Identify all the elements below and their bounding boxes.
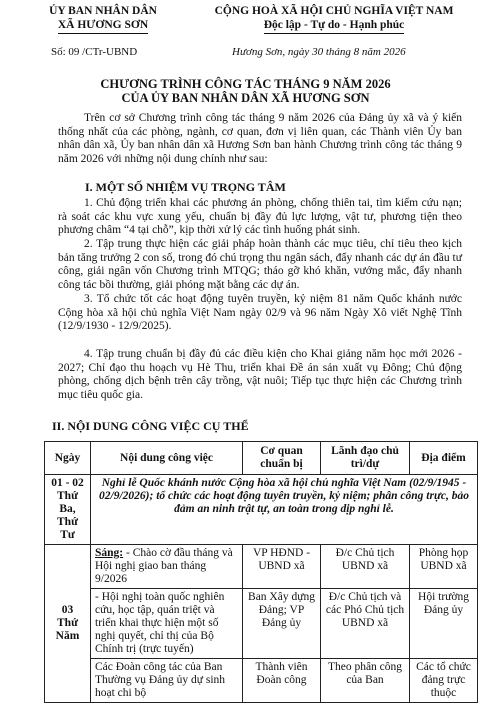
location: Các tổ chức đảng trực thuộc [410, 659, 478, 703]
prepare-unit: Thành viên Đoàn công [243, 659, 321, 703]
title-line-2: CỦA ỦY BAN NHÂN DÂN XÃ HƯƠNG SƠN [121, 91, 370, 105]
leader: Đ/c Chủ tịch và các Phó Chủ tịch UBND xã [321, 589, 410, 659]
document-date: Hương Sơn, ngày 30 tháng 8 năm 2026 [232, 46, 406, 58]
national-motto: Độc lập - Tự do - Hạnh phúc [264, 18, 405, 34]
prepare-unit: Ban Xây dựng Đảng; VP Đảng ủy [243, 589, 321, 659]
location: Hội trường Đảng ủy [410, 589, 478, 659]
weekday: Thứ Năm [55, 617, 80, 642]
agency-line-2: XÃ HƯƠNG SƠN [58, 18, 148, 34]
section-2-heading: II. NỘI DUNG CÔNG VIỆC CỤ THỂ [52, 419, 249, 433]
day-cell [45, 545, 91, 703]
leader: Theo phân công của Ban [321, 659, 410, 703]
weekday: Thứ Ba, Thứ Tư [57, 490, 78, 541]
task-content: - Hội nghị toàn quốc nghiên cứu, học tập, quán triệt và triển khai thực hiện một số nghị quyết, chỉ thị của Bộ Chính trị (trực tuyến) [91, 589, 243, 659]
task-content: Các Đoàn công tác của Ban Thường vụ Đảng ủy dự sinh hoạt chi bộ [91, 659, 243, 703]
agency-line-1: ỦY BAN NHÂN DÂN [49, 5, 157, 17]
task-item-4: 4. Tập trung chuẩn bị đầy đủ các điều kiện cho Khai giảng năm học mới 2026 - 2027; Chỉ đạo thu hoạch vụ Hè Thu, triển khai Đề án sản xuất vụ Đông; Chủ động phòng, chống dịch bệnh trên cây trồng, vật nuôi; Tiếp tục thực hiện các Chương trình mục tiêu quốc gia. [58, 348, 462, 401]
task-content [91, 545, 243, 589]
table-row [45, 589, 478, 659]
table-row [45, 545, 478, 589]
task-item-2: 2. Tập trung thực hiện các giải pháp hoàn thành các mục tiêu, chỉ tiêu theo kịch bản tăng trưởng 2 con số, trong đó chú trọng thu ngân sách, đẩy nhanh các dự án đầu tư công, giải ngân vốn Chương trình MTQG; tháo gỡ khó khăn, vướng mắc, đẩy nhanh công tác bồi thường, giải phóng mặt bằng các dự án. [58, 238, 462, 291]
table-row [45, 659, 478, 703]
issuing-agency [40, 4, 166, 34]
title-line-1: CHƯƠNG TRÌNH CÔNG TÁC THÁNG 9 NĂM 2026 [100, 77, 391, 91]
schedule-table [44, 441, 478, 703]
location: Phòng họp UBND xã [410, 545, 478, 589]
document-title [0, 77, 491, 105]
col-header-prepare: Cơ quan chuẩn bị [243, 442, 321, 475]
col-header-place: Địa điểm [410, 442, 478, 475]
task-text: - Chào cờ đầu tháng và Hội nghị giao ban tháng 9/2026 [95, 547, 233, 585]
intro-paragraph: Trên cơ sở Chương trình công tác tháng 9 năm 2026 của Đảng ủy xã và ý kiến thống nhất của các phòng, ngành, cơ quan, đơn vị liên quan, các Thành viên Ủy ban nhân dân xã, Ủy ban nhân dân xã Hương Sơn ban hành Chương trình công tác tháng 9 năm 2026 với những nội dung chính như sau: [58, 112, 462, 165]
national-header [194, 4, 474, 34]
holiday-content: Nghỉ lễ Quốc khánh nước Cộng hòa xã hội chủ nghĩa Việt Nam (02/9/1945 - 02/9/2026); tổ chức các hoạt động tuyên truyền, kỷ niệm; phân công trực, bảo đảm an ninh trật tự, an toàn trong dịp nghỉ lễ. [91, 475, 478, 545]
table-row [45, 475, 478, 545]
section-1-heading: I. MỘT SỐ NHIỆM VỤ TRỌNG TÂM [85, 180, 286, 194]
day-number: 03 [61, 604, 74, 616]
prepare-unit: VP HĐND - UBND xã [243, 545, 321, 589]
table-header-row [45, 442, 478, 475]
day-cell [45, 475, 91, 545]
day-number: 01 - 02 [51, 477, 84, 489]
col-header-content: Nội dung công việc [91, 442, 243, 475]
col-header-day: Ngày [45, 442, 91, 475]
col-header-leader: Lãnh đạo chủ trì/dự [321, 442, 410, 475]
leader: Đ/c Chủ tịch UBND xã [321, 545, 410, 589]
task-item-1: 1. Chủ động triển khai các phương án phòng, chống thiên tai, tìm kiếm cứu nạn; rà soát các khu vực xung yếu, chuẩn bị đầy đủ lực lượng, vật tư, phương tiện theo phương châm “4 tại chỗ”, kịp thời xử lý các tình huống phát sinh. [58, 197, 462, 236]
task-item-3: 3. Tổ chức tốt các hoạt động tuyên truyền, kỷ niệm 81 năm Quốc khánh nước Cộng hòa xã hội chủ nghĩa Việt Nam ngày 02/9 và 96 năm Ngày Xô viết Nghệ Tĩnh (12/9/1930 - 12/9/2025). [58, 293, 462, 332]
document-number: Số: 09 /CTr-UBND [51, 46, 138, 58]
session-label: Sáng: [95, 547, 124, 559]
nation-name: CỘNG HOÀ XÃ HỘI CHỦ NGHĨA VIỆT NAM [214, 5, 454, 17]
